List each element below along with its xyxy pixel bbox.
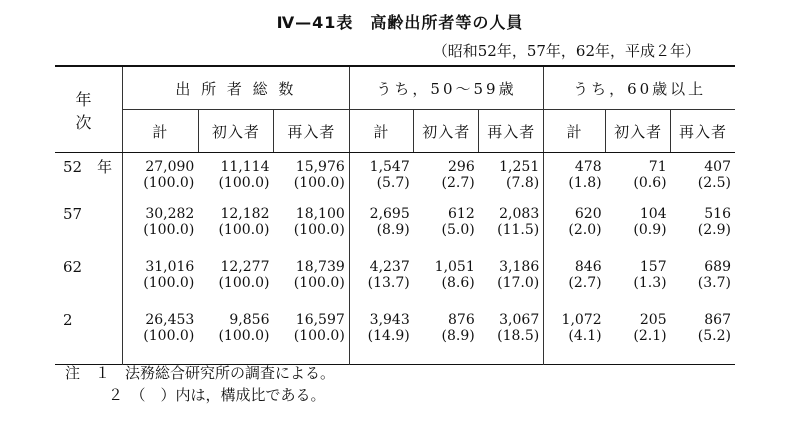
- subcol-repeat: 再入者: [671, 110, 735, 153]
- value-cell: [606, 259, 671, 312]
- value-cell: [414, 206, 479, 259]
- count-value: 478: [574, 159, 602, 175]
- ratio-value: (2.7): [568, 274, 602, 291]
- count-value: 157: [639, 258, 667, 275]
- count-value: 4,237: [369, 258, 410, 275]
- ratio-value: (2.5): [697, 175, 731, 191]
- ratio-value: (100.0): [218, 221, 270, 238]
- group-header-total: 出 所 者 総 数: [123, 66, 350, 110]
- value-cell: [479, 312, 544, 365]
- ratio-value: (8.6): [441, 274, 475, 291]
- ratio-value: (2.1): [633, 327, 667, 344]
- count-value: 1,051: [434, 258, 475, 275]
- ratio-value: (18.5): [497, 327, 540, 344]
- value-cell: [349, 259, 413, 312]
- ratio-value: (0.9): [633, 221, 667, 238]
- subcol-first: 初入者: [414, 110, 479, 153]
- ratio-value: (100.0): [293, 221, 345, 238]
- ratio-value: (100.0): [218, 327, 270, 344]
- value-cell: [414, 259, 479, 312]
- table-row: [55, 206, 735, 259]
- year-header: 年 次: [55, 66, 123, 153]
- count-value: 3,943: [369, 311, 410, 328]
- value-cell: [544, 312, 606, 365]
- count-value: 31,016: [145, 258, 195, 275]
- value-cell: [479, 153, 544, 206]
- value-cell: [273, 206, 349, 259]
- ratio-value: (14.9): [367, 327, 410, 344]
- count-value: 1,072: [561, 311, 602, 328]
- subcol-first: 初入者: [198, 110, 273, 153]
- count-value: 12,277: [220, 258, 270, 275]
- note-2: ２ （ ）内は，構成比である。: [108, 386, 326, 404]
- subcol-total: 計: [544, 110, 606, 153]
- count-value: 2,695: [369, 205, 410, 222]
- count-value: 2,083: [499, 205, 540, 222]
- value-cell: [198, 206, 273, 259]
- year-cell: 62: [63, 257, 83, 276]
- ratio-value: (2.0): [568, 221, 602, 238]
- value-cell: [544, 206, 606, 259]
- ratio-value: (1.8): [568, 175, 602, 191]
- ratio-value: (100.0): [143, 274, 195, 291]
- count-value: 30,282: [145, 205, 195, 222]
- value-cell: [606, 206, 671, 259]
- table-row: [55, 153, 735, 206]
- count-value: 26,453: [145, 311, 195, 328]
- value-cell: [479, 259, 544, 312]
- subcol-repeat: 再入者: [479, 110, 544, 153]
- value-cell: [349, 206, 413, 259]
- subcol-first: 初入者: [606, 110, 671, 153]
- ratio-value: (8.9): [441, 327, 475, 344]
- count-value: 876: [448, 311, 475, 328]
- table-subtitle: （昭和52年，57年，62年，平成２年）: [432, 42, 700, 60]
- value-cell: [198, 259, 273, 312]
- notes: [65, 362, 335, 406]
- subcol-total: 計: [349, 110, 413, 153]
- year-cell: 52 年: [63, 158, 113, 176]
- ratio-value: (5.2): [697, 327, 731, 344]
- count-value: 867: [704, 311, 731, 328]
- count-value: 15,976: [295, 159, 345, 175]
- count-value: 18,739: [295, 258, 345, 275]
- value-cell: [273, 153, 349, 206]
- ratio-value: (5.0): [441, 221, 475, 238]
- ratio-value: (7.8): [506, 175, 540, 191]
- ratio-value: (17.0): [497, 274, 540, 291]
- ratio-value: (100.0): [293, 274, 345, 291]
- count-value: 12,182: [220, 205, 270, 222]
- table-title: Ⅳ—41表 高齢出所者等の人員: [276, 13, 524, 32]
- value-cell: [273, 259, 349, 312]
- value-cell: [198, 312, 273, 365]
- ratio-value: (11.5): [497, 221, 540, 238]
- ratio-value: (2.9): [697, 221, 731, 238]
- subcol-repeat: 再入者: [273, 110, 349, 153]
- note-1: 注 １ 法務総合研究所の調査による。: [65, 364, 336, 382]
- year-cell: 2: [63, 310, 73, 329]
- group-header-60plus: うち，60歳以上: [544, 66, 735, 110]
- value-cell: [671, 206, 735, 259]
- ratio-value: (100.0): [293, 175, 345, 191]
- ratio-value: (0.6): [633, 175, 667, 191]
- ratio-value: (100.0): [218, 274, 270, 291]
- value-cell: [606, 312, 671, 365]
- ratio-value: (8.9): [376, 221, 410, 238]
- value-cell: [671, 259, 735, 312]
- ratio-value: (3.7): [697, 274, 731, 291]
- value-cell: [349, 153, 413, 206]
- count-value: 296: [448, 159, 475, 175]
- count-value: 1,251: [499, 159, 540, 175]
- value-cell: [123, 259, 199, 312]
- count-value: 71: [648, 159, 667, 175]
- count-value: 3,067: [499, 311, 540, 328]
- value-cell: [671, 153, 735, 206]
- count-value: 104: [639, 205, 667, 222]
- ratio-value: (100.0): [143, 221, 195, 238]
- value-cell: [123, 312, 199, 365]
- count-value: 205: [639, 311, 667, 328]
- year-cell: 57: [63, 204, 83, 223]
- count-value: 689: [704, 258, 731, 275]
- count-value: 846: [574, 258, 602, 275]
- ratio-value: (5.7): [376, 175, 410, 191]
- value-cell: [479, 206, 544, 259]
- value-cell: [349, 312, 413, 365]
- table-row: [55, 312, 735, 365]
- count-value: 11,114: [220, 159, 270, 175]
- count-value: 516: [704, 205, 731, 222]
- ratio-value: (1.3): [633, 274, 667, 291]
- value-cell: [606, 153, 671, 206]
- ratio-value: (100.0): [218, 175, 270, 191]
- ratio-value: (100.0): [143, 327, 195, 344]
- ratio-value: (4.1): [568, 327, 602, 344]
- count-value: 3,186: [499, 258, 540, 275]
- count-value: 27,090: [145, 159, 195, 175]
- value-cell: [544, 153, 606, 206]
- ratio-value: (100.0): [293, 327, 345, 344]
- value-cell: [273, 312, 349, 365]
- count-value: 612: [448, 205, 475, 222]
- data-table: [55, 65, 735, 365]
- group-header-50s: うち，50〜59歳: [349, 66, 543, 110]
- value-cell: [671, 312, 735, 365]
- value-cell: [198, 153, 273, 206]
- count-value: 407: [704, 159, 731, 175]
- table-row: [55, 259, 735, 312]
- value-cell: [544, 259, 606, 312]
- value-cell: [414, 153, 479, 206]
- count-value: 1,547: [369, 159, 410, 175]
- ratio-value: (13.7): [367, 274, 410, 291]
- count-value: 18,100: [295, 205, 345, 222]
- value-cell: [123, 206, 199, 259]
- count-value: 9,856: [229, 311, 270, 328]
- value-cell: [414, 312, 479, 365]
- table-body: [55, 153, 735, 365]
- count-value: 620: [574, 205, 602, 222]
- ratio-value: (100.0): [143, 175, 195, 191]
- ratio-value: (2.7): [441, 175, 475, 191]
- subcol-total: 計: [123, 110, 199, 153]
- value-cell: [123, 153, 199, 206]
- count-value: 16,597: [295, 311, 345, 328]
